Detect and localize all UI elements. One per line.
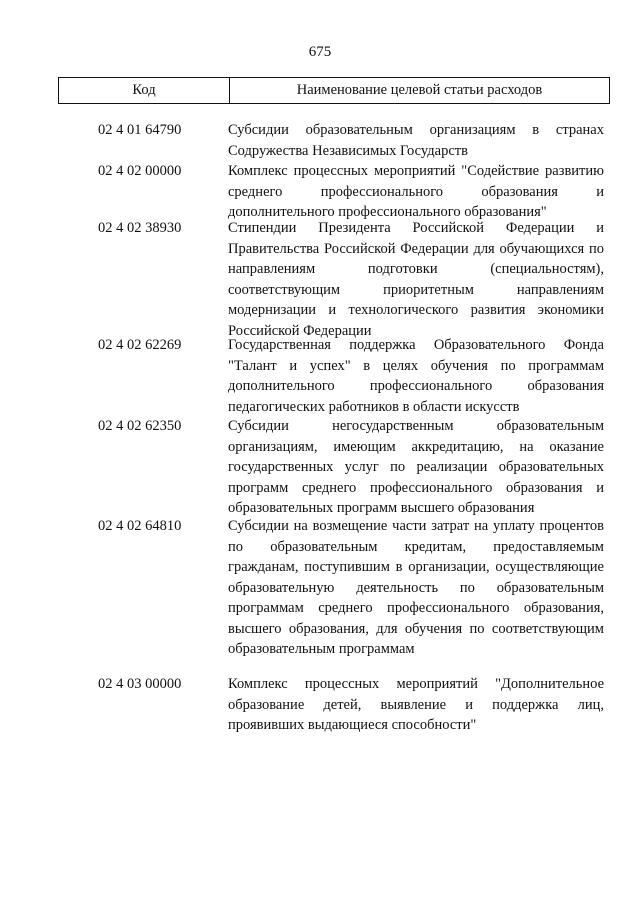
table-row	[0, 218, 640, 339]
row-code: 02 4 02 64810	[98, 518, 182, 534]
table-header	[58, 77, 610, 104]
row-code: 02 4 02 62269	[98, 337, 182, 353]
table-row	[0, 161, 640, 218]
row-name: Комплекс процессных мероприятий "Содействие развитию среднего профессионального образования и дополнительного профессионального образования"	[228, 163, 604, 220]
row-name: Государственная поддержка Образовательного Фонда "Талант и успех" в целях обучения по программам дополнительного профессионального образования педагогических работников в области искусств	[228, 337, 604, 415]
row-code: 02 4 03 00000	[98, 676, 182, 692]
row-code: 02 4 02 38930	[98, 220, 182, 236]
table-row	[0, 120, 640, 161]
row-code: 02 4 02 62350	[98, 418, 182, 434]
row-name: Комплекс процессных мероприятий "Дополнительное образование детей, выявление и поддержка лиц, проявивших выдающиеся способности"	[228, 676, 604, 733]
row-code: 02 4 02 00000	[98, 163, 182, 179]
table-row	[0, 674, 640, 736]
row-code: 02 4 01 64790	[98, 122, 182, 138]
table-body	[0, 120, 640, 736]
table-row	[0, 416, 640, 516]
name-column-header: Наименование целевой статьи расходов	[296, 82, 543, 98]
row-name: Субсидии негосударственным образовательным организациям, имеющим аккредитацию, на оказание государственных услуг по реализации образовательных программ среднего профессионального образования и образовательных программ высшего образования	[228, 418, 604, 516]
row-name: Субсидии образовательным организациям в странах Содружества Независимых Государств	[228, 122, 604, 159]
code-column-header: Код	[59, 78, 230, 103]
row-name: Субсидии на возмещение части затрат на уплату процентов по образовательным кредитам, предоставляемым гражданам, поступившим в организации, осуществляющие образовательную деятельность по образовательным программам среднего профессионального образования, высшего образования, для обучения по соответствующим образовательным программам	[228, 518, 604, 657]
page-number: 675	[308, 44, 332, 60]
table-row	[0, 335, 640, 416]
table-row	[0, 516, 640, 674]
row-name: Стипендии Президента Российской Федерации и Правительства Российской Федерации для обучающихся по направлениям подготовки (специальностям), соответствующим приоритетным направлениям модернизации и технологического развития экономики Российской Федерации	[228, 220, 604, 339]
